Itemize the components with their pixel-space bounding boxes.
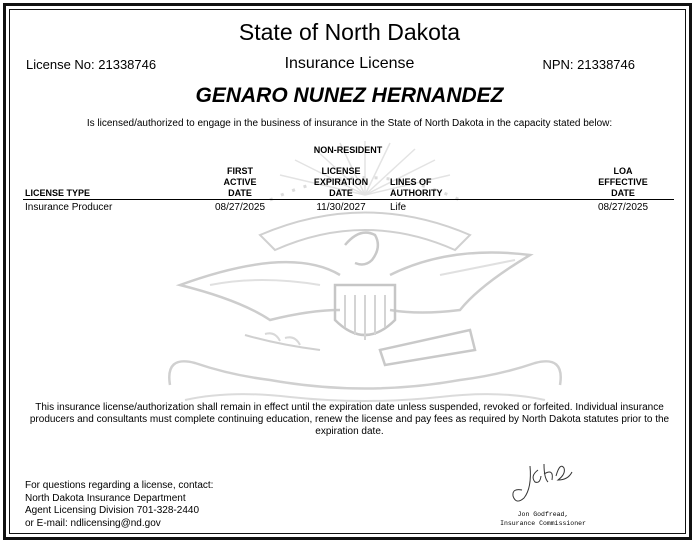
header-line: FIRST <box>227 166 253 176</box>
validity-statement: This insurance license/authorization shall remain in effect until the expiration date unless suspended, revoked or forfeited. Individual insurance producers and consultants must complete continuing education, renew the license and pay fees as required by North Dakota statutes prior to the expiration date. <box>29 402 670 437</box>
header-line: AUTHORITY <box>390 188 443 198</box>
header-line: EXPIRATION <box>313 177 369 187</box>
header-line: ACTIVE <box>223 177 257 187</box>
contact-line: North Dakota Insurance Department <box>25 492 186 504</box>
cell-license-type: Insurance Producer <box>25 202 113 213</box>
header-line: DATE <box>611 188 635 198</box>
residency-label: NON-RESIDENT <box>313 145 383 155</box>
cell-expiration-date: 11/30/2027 <box>316 202 366 213</box>
header-line: LINES OF <box>390 177 432 187</box>
column-header-lines-of-authority <box>390 177 443 199</box>
signatory-name: Jon Godfread, <box>517 511 569 518</box>
column-header-license-type: LICENSE TYPE <box>25 188 91 198</box>
cell-lines-of-authority: Life <box>390 202 407 213</box>
header-line: EFFECTIVE <box>598 177 648 187</box>
licensee-name: GENARO NUNEZ HERNANDEZ <box>195 84 504 107</box>
contact-line: or E-mail: ndlicensing@nd.gov <box>25 517 161 529</box>
column-header-first-active-date <box>210 166 270 199</box>
table-header-divider <box>23 199 674 200</box>
npn-number: NPN: 21338746 <box>542 57 635 72</box>
cell-first-active-date: 08/27/2025 <box>214 202 266 213</box>
cell-loa-effective-date: 08/27/2025 <box>597 202 649 213</box>
header-line: DATE <box>329 188 353 198</box>
header-line: DATE <box>228 188 252 198</box>
contact-line: Agent Licensing Division 701-328-2440 <box>25 505 200 516</box>
signatory-title: Insurance Commissioner <box>500 520 586 527</box>
contact-line: For questions regarding a license, contact: <box>25 480 214 491</box>
license-number: License No: 21338746 <box>26 57 157 72</box>
column-header-loa-effective-date <box>591 166 655 199</box>
header-line: LICENSE <box>321 166 361 176</box>
license-title: Insurance License <box>284 55 415 72</box>
column-header-expiration-date <box>305 166 377 199</box>
intro-text: Is licensed/authorized to engage in the business of insurance in the State of North Dakota in the capacity stated below: <box>86 118 613 129</box>
commissioner-signature <box>508 458 578 510</box>
signatory-block <box>488 510 598 528</box>
state-title: State of North Dakota <box>238 19 461 45</box>
header-line: LOA <box>613 166 633 176</box>
contact-info <box>25 480 213 530</box>
